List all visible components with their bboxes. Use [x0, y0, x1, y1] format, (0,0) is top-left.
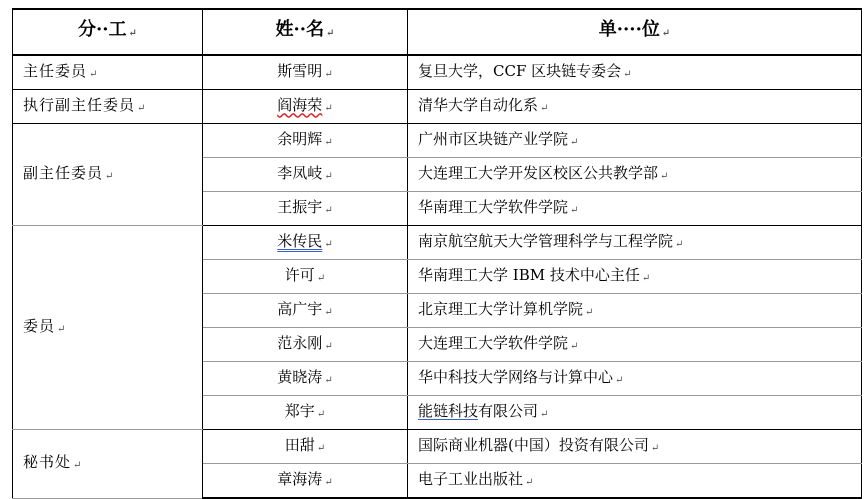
table-row	[13, 55, 862, 90]
role-cell-exec-deputy: 执行副主任委员 ↵	[13, 90, 203, 124]
name-cell: 李凤岐 ↵	[203, 158, 408, 192]
unit-cell: 电子工业出版社 ↵	[408, 464, 862, 499]
paragraph-mark-icon: ↵	[316, 272, 326, 284]
paragraph-mark-icon: ↵	[324, 102, 333, 114]
paragraph-mark-icon: ↵	[661, 28, 671, 39]
unit-cell: 华南理工大学软件学院 ↵	[408, 192, 862, 226]
paragraph-mark-icon: ↵	[128, 28, 137, 39]
name-cell: 余明辉 ↵	[203, 124, 408, 158]
table-header-row	[13, 9, 862, 55]
paragraph-mark-icon: ↵	[570, 340, 579, 352]
unit-cell: 华南理工大学 IBM 技术中心主任 ↵	[408, 260, 862, 294]
role-cell-member: 委员 ↵	[13, 226, 203, 430]
name-cell: 王振宇 ↵	[203, 192, 408, 226]
committee-table	[12, 8, 862, 499]
paragraph-mark-icon: ↵	[57, 323, 67, 335]
header-role: 分··工 ↵	[13, 9, 203, 55]
paragraph-mark-icon: ↵	[137, 102, 147, 114]
paragraph-mark-icon: ↵	[570, 136, 579, 148]
table-row	[13, 124, 862, 158]
paragraph-mark-icon: ↵	[540, 408, 549, 420]
paragraph-mark-icon: ↵	[316, 442, 326, 454]
table-row	[13, 90, 862, 124]
role-cell-secretariat: 秘书处 ↵	[13, 430, 203, 499]
unit-cell: 北京理工大学计算机学院 ↵	[408, 294, 862, 328]
paragraph-mark-icon: ↵	[326, 28, 335, 39]
paragraph-mark-icon: ↵	[615, 374, 624, 386]
unit-cell: 南京航空航天大学管理科学与工程学院 ↵	[408, 226, 862, 260]
paragraph-mark-icon: ↵	[324, 238, 333, 250]
paragraph-mark-icon: ↵	[324, 340, 333, 352]
unit-cell: 华中科技大学网络与计算中心 ↵	[408, 362, 862, 396]
name-cell: 斯雪明 ↵	[203, 55, 408, 90]
name-cell: 章海涛 ↵	[203, 464, 408, 499]
paragraph-mark-icon: ↵	[324, 374, 333, 386]
paragraph-mark-icon: ↵	[570, 204, 579, 216]
paragraph-mark-icon: ↵	[675, 238, 684, 250]
name-cell: 许可 ↵	[203, 260, 408, 294]
table-row	[13, 226, 862, 260]
name-cell: 黄晓涛 ↵	[203, 362, 408, 396]
paragraph-mark-icon: ↵	[641, 272, 651, 284]
header-name: 姓··名 ↵	[203, 9, 408, 55]
paragraph-mark-icon: ↵	[585, 306, 594, 318]
role-cell-deputy: 副主任委员 ↵	[13, 124, 203, 226]
unit-cell: 国际商业机器(中国）投资有限公司 ↵	[408, 430, 862, 464]
paragraph-mark-icon: ↵	[525, 476, 534, 488]
paragraph-mark-icon: ↵	[324, 170, 333, 182]
unit-cell: 大连理工大学软件学院 ↵	[408, 328, 862, 362]
paragraph-mark-icon: ↵	[324, 68, 333, 80]
paragraph-mark-icon: ↵	[650, 442, 660, 454]
unit-cell: 广州市区块链产业学院 ↵	[408, 124, 862, 158]
paragraph-mark-icon: ↵	[89, 68, 99, 80]
paragraph-mark-icon: ↵	[324, 306, 333, 318]
paragraph-mark-icon: ↵	[324, 204, 333, 216]
name-cell: 高广宇 ↵	[203, 294, 408, 328]
name-cell: 米传民 ↵	[203, 226, 408, 260]
unit-cell: 复旦大学，CCF 区块链专委会 ↵	[408, 55, 862, 90]
role-cell-director: 主任委员 ↵	[13, 55, 203, 90]
paragraph-mark-icon: ↵	[540, 102, 549, 114]
committee-roster	[12, 8, 861, 499]
paragraph-mark-icon: ↵	[623, 68, 632, 80]
table-row	[13, 430, 862, 464]
paragraph-mark-icon: ↵	[660, 170, 669, 182]
paragraph-mark-icon: ↵	[73, 459, 83, 471]
name-cell: 阎海荣 ↵	[203, 90, 408, 124]
paragraph-mark-icon: ↵	[324, 136, 333, 148]
paragraph-mark-icon: ↵	[105, 170, 115, 182]
name-cell: 郑宇 ↵	[203, 396, 408, 430]
header-unit: 单····位 ↵	[408, 9, 862, 55]
name-cell: 田甜 ↵	[203, 430, 408, 464]
unit-cell: 能链科技有限公司 ↵	[408, 396, 862, 430]
paragraph-mark-icon: ↵	[316, 408, 326, 420]
paragraph-mark-icon: ↵	[324, 476, 333, 488]
unit-cell: 清华大学自动化系 ↵	[408, 90, 862, 124]
name-cell: 范永刚 ↵	[203, 328, 408, 362]
unit-cell: 大连理工大学开发区校区公共教学部 ↵	[408, 158, 862, 192]
